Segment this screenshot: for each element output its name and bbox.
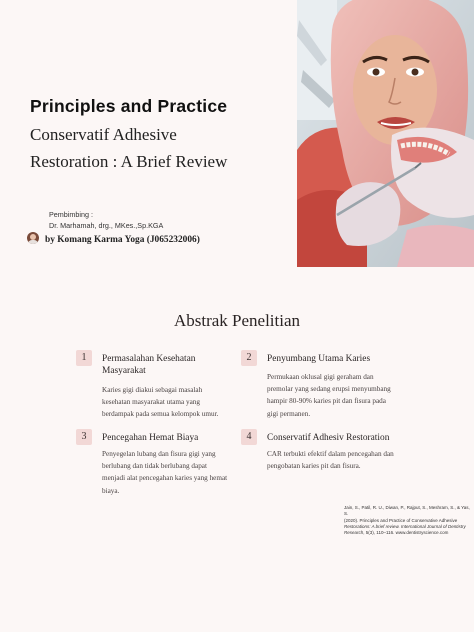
item-heading: Conservatif Adhesiv Restoration xyxy=(267,433,390,443)
item-body: Karies gigi diakui sebagai masalah kesehatan masyarakat utama yang berdampak pada semua kelompok umur. xyxy=(102,386,219,419)
item-body: Penyegelan lubang dan fisura gigi yang berlubang dan tidak berlubang dapat menjadi alat pencegahan karies yang hemat biaya. xyxy=(102,450,228,495)
supervisor-block xyxy=(49,209,163,231)
item-number-badge: 2 xyxy=(241,350,257,366)
author-avatar xyxy=(27,232,39,244)
abstract-title: Abstrak Penelitian xyxy=(173,311,301,330)
supervisor-name: Dr. Marhamah, drg., MKes.,Sp.KGA xyxy=(49,221,164,230)
item-body: CAR terbukti efektif dalam pencegahan dan pengobatan karies pit dan fisura. xyxy=(267,450,394,471)
presentation-title: Principles and Practice xyxy=(30,96,228,116)
author-name: by Komang Karma Yoga (J065232006) xyxy=(45,235,200,245)
dental-patient-photo xyxy=(297,0,474,267)
author-row xyxy=(27,231,200,245)
subtitle-line-1: Conservatif Adhesive xyxy=(30,125,177,144)
item-number-badge: 3 xyxy=(76,429,92,445)
supervisor-label: Pembimbing : xyxy=(49,210,93,219)
item-body: Permukaan oklusal gigi geraham dan premolar yang sedang erupsi menyumbang hampir 80-90% karies pit dan fisura pada gigi permanen. xyxy=(267,373,391,418)
item-heading: Permasalahan Kesehatan Masyarakat xyxy=(102,354,196,376)
hero-photo xyxy=(297,0,474,267)
item-number-badge: 1 xyxy=(76,350,92,366)
item-heading: Pencegahan Hemat Biaya xyxy=(102,433,199,443)
item-number-badge: 4 xyxy=(241,429,257,445)
item-heading: Penyumbang Utama Karies xyxy=(267,354,371,364)
subtitle-line-2: Restoration : A Brief Review xyxy=(30,152,228,171)
reference-citation: Jain, S., Patil, R. U., Diwan, P., Rajput, S., Meshram, S., & Yas, S. (2020). Principles and Practice of Conservative Adhesive Restorations: A brief review. International Journal of Dentistry Research, 5(3), 110–116. www.dentistryscience.com xyxy=(344,505,470,536)
